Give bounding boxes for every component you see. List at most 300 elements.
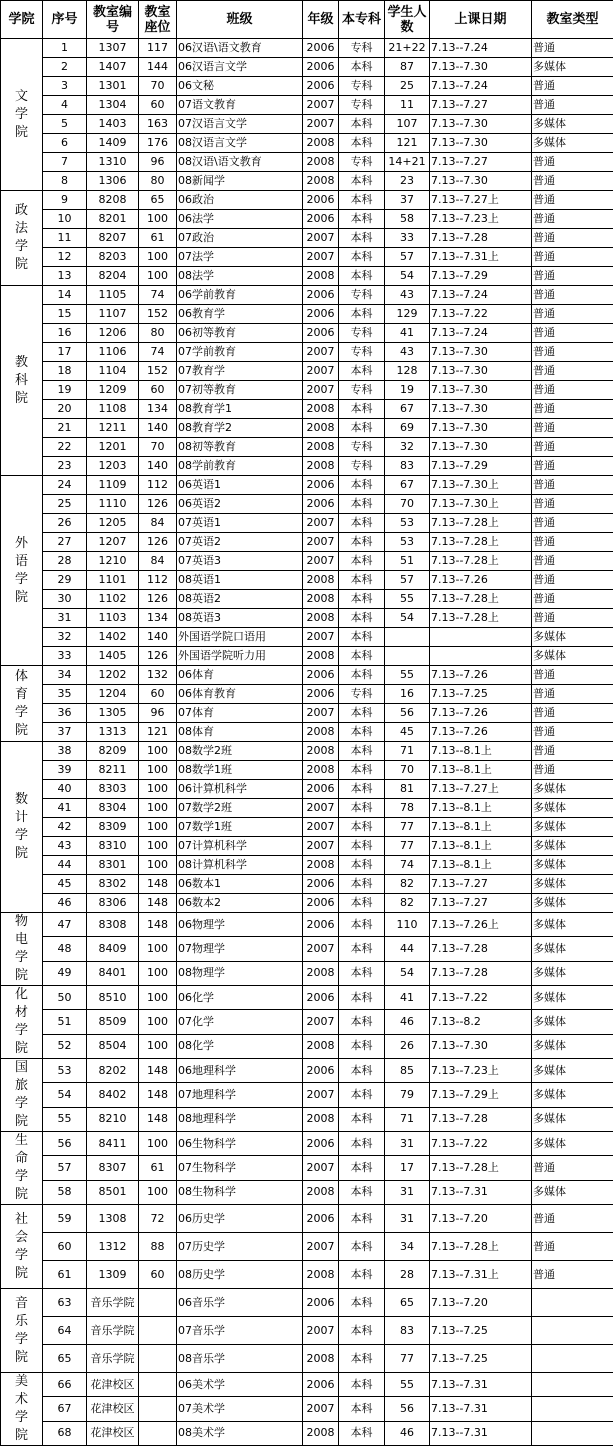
cell-index: 37 bbox=[43, 723, 87, 742]
cell-room-number: 8207 bbox=[87, 229, 139, 248]
cell-room-number: 1105 bbox=[87, 286, 139, 305]
cell-index: 5 bbox=[43, 115, 87, 134]
cell-room-number: 1204 bbox=[87, 685, 139, 704]
cell-room-seats: 65 bbox=[139, 191, 177, 210]
cell-degree: 本科 bbox=[339, 875, 385, 894]
cell-students: 129 bbox=[385, 305, 430, 324]
cell-degree: 本科 bbox=[339, 533, 385, 552]
cell-index: 8 bbox=[43, 172, 87, 191]
cell-class: 08计算机科学 bbox=[177, 856, 303, 875]
cell-grade: 2007 bbox=[303, 818, 339, 837]
cell-degree: 本科 bbox=[339, 1132, 385, 1156]
cell-class: 07政治 bbox=[177, 229, 303, 248]
cell-room-type: 多媒体 bbox=[532, 837, 613, 856]
cell-class: 06历史学 bbox=[177, 1205, 303, 1233]
cell-room-seats: 100 bbox=[139, 961, 177, 985]
cell-grade: 2007 bbox=[303, 1156, 339, 1180]
cell-room-number: 1301 bbox=[87, 77, 139, 96]
cell-grade: 2006 bbox=[303, 191, 339, 210]
cell-grade: 2006 bbox=[303, 875, 339, 894]
cell-grade: 2008 bbox=[303, 742, 339, 761]
college-name: 政法学院 bbox=[15, 202, 29, 274]
cell-dates: 7.13--7.28 bbox=[430, 229, 532, 248]
cell-class: 08数学2班 bbox=[177, 742, 303, 761]
cell-students: 41 bbox=[385, 324, 430, 343]
cell-room-number: 8402 bbox=[87, 1083, 139, 1107]
cell-students: 53 bbox=[385, 533, 430, 552]
cell-room-number: 8310 bbox=[87, 837, 139, 856]
cell-room-seats: 134 bbox=[139, 400, 177, 419]
cell-room-seats: 176 bbox=[139, 134, 177, 153]
table-row bbox=[1, 438, 613, 457]
cell-room-type: 普通 bbox=[532, 685, 613, 704]
cell-class: 07学前教育 bbox=[177, 343, 303, 362]
cell-room-type: 多媒体 bbox=[532, 58, 613, 77]
cell-students: 44 bbox=[385, 937, 430, 961]
cell-room-number: 1308 bbox=[87, 1205, 139, 1233]
cell-class: 08新闻学 bbox=[177, 172, 303, 191]
cell-students: 11 bbox=[385, 96, 430, 115]
cell-students: 31 bbox=[385, 1132, 430, 1156]
cell-room-number: 1109 bbox=[87, 476, 139, 495]
cell-index: 4 bbox=[43, 96, 87, 115]
cell-dates: 7.13--7.28上 bbox=[430, 552, 532, 571]
cell-degree: 本科 bbox=[339, 856, 385, 875]
table-row bbox=[1, 937, 613, 961]
cell-index: 29 bbox=[43, 571, 87, 590]
cell-index: 61 bbox=[43, 1261, 87, 1289]
cell-degree: 本科 bbox=[339, 552, 385, 571]
cell-grade: 2007 bbox=[303, 1010, 339, 1034]
cell-students: 87 bbox=[385, 58, 430, 77]
cell-dates: 7.13--7.27上 bbox=[430, 780, 532, 799]
cell-room-seats: 134 bbox=[139, 609, 177, 628]
cell-degree: 本科 bbox=[339, 1289, 385, 1317]
cell-room-seats bbox=[139, 1421, 177, 1445]
cell-room-type: 普通 bbox=[532, 742, 613, 761]
cell-grade: 2007 bbox=[303, 248, 339, 267]
cell-room-number: 1207 bbox=[87, 533, 139, 552]
cell-room-seats bbox=[139, 1317, 177, 1345]
cell-room-seats: 140 bbox=[139, 628, 177, 647]
cell-degree: 本科 bbox=[339, 837, 385, 856]
cell-room-seats: 148 bbox=[139, 1107, 177, 1131]
cell-room-seats: 126 bbox=[139, 590, 177, 609]
table-row bbox=[1, 875, 613, 894]
cell-room-seats: 84 bbox=[139, 514, 177, 533]
cell-room-type: 普通 bbox=[532, 400, 613, 419]
cell-room-seats: 100 bbox=[139, 761, 177, 780]
cell-class: 08学前教育 bbox=[177, 457, 303, 476]
table-row bbox=[1, 533, 613, 552]
cell-index: 21 bbox=[43, 419, 87, 438]
cell-grade: 2006 bbox=[303, 210, 339, 229]
table-row bbox=[1, 856, 613, 875]
cell-grade: 2006 bbox=[303, 913, 339, 937]
cell-students: 79 bbox=[385, 1083, 430, 1107]
cell-dates: 7.13--7.30 bbox=[430, 400, 532, 419]
table-row bbox=[1, 1261, 613, 1289]
cell-room-seats: 84 bbox=[139, 552, 177, 571]
table-row bbox=[1, 229, 613, 248]
table-row bbox=[1, 1059, 613, 1083]
cell-students: 77 bbox=[385, 837, 430, 856]
cell-class: 08英语1 bbox=[177, 571, 303, 590]
cell-degree: 本科 bbox=[339, 58, 385, 77]
cell-room-number: 1402 bbox=[87, 628, 139, 647]
cell-degree: 本科 bbox=[339, 305, 385, 324]
cell-grade: 2006 bbox=[303, 476, 339, 495]
cell-degree: 本科 bbox=[339, 267, 385, 286]
cell-class: 06数本2 bbox=[177, 894, 303, 913]
cell-degree: 本科 bbox=[339, 1373, 385, 1397]
cell-grade: 2007 bbox=[303, 381, 339, 400]
cell-degree: 本科 bbox=[339, 191, 385, 210]
cell-room-seats: 61 bbox=[139, 229, 177, 248]
table-row bbox=[1, 1010, 613, 1034]
cell-room-type: 普通 bbox=[532, 514, 613, 533]
cell-room-number: 8303 bbox=[87, 780, 139, 799]
cell-degree: 本科 bbox=[339, 894, 385, 913]
cell-students: 55 bbox=[385, 666, 430, 685]
cell-dates: 7.13--7.30 bbox=[430, 115, 532, 134]
cell-students: 54 bbox=[385, 609, 430, 628]
table-row bbox=[1, 305, 613, 324]
cell-room-seats: 100 bbox=[139, 818, 177, 837]
cell-index: 13 bbox=[43, 267, 87, 286]
cell-grade: 2006 bbox=[303, 1205, 339, 1233]
college-name: 文学院 bbox=[15, 88, 29, 142]
cell-dates: 7.13--8.1上 bbox=[430, 799, 532, 818]
cell-index: 64 bbox=[43, 1317, 87, 1345]
cell-room-type: 普通 bbox=[532, 153, 613, 172]
header-room-type: 教室类型 bbox=[532, 1, 613, 39]
cell-room-type: 普通 bbox=[532, 1233, 613, 1261]
cell-dates: 7.13--7.23上 bbox=[430, 210, 532, 229]
cell-grade: 2006 bbox=[303, 286, 339, 305]
cell-class: 06初等教育 bbox=[177, 324, 303, 343]
cell-grade: 2007 bbox=[303, 628, 339, 647]
cell-degree: 本科 bbox=[339, 1233, 385, 1261]
cell-index: 32 bbox=[43, 628, 87, 647]
cell-degree: 本科 bbox=[339, 1156, 385, 1180]
cell-dates: 7.13--7.20 bbox=[430, 1205, 532, 1233]
cell-room-number: 1211 bbox=[87, 419, 139, 438]
cell-room-type: 普通 bbox=[532, 1261, 613, 1289]
cell-class: 06体育教育 bbox=[177, 685, 303, 704]
cell-degree: 本科 bbox=[339, 248, 385, 267]
cell-class: 07美术学 bbox=[177, 1397, 303, 1421]
cell-degree: 本科 bbox=[339, 115, 385, 134]
cell-degree: 本科 bbox=[339, 514, 385, 533]
cell-dates: 7.13--7.26 bbox=[430, 704, 532, 723]
cell-grade: 2008 bbox=[303, 723, 339, 742]
cell-room-seats: 163 bbox=[139, 115, 177, 134]
cell-grade: 2008 bbox=[303, 153, 339, 172]
cell-students: 53 bbox=[385, 514, 430, 533]
cell-index: 48 bbox=[43, 937, 87, 961]
cell-room-number: 1106 bbox=[87, 343, 139, 362]
cell-students: 74 bbox=[385, 856, 430, 875]
table-row bbox=[1, 495, 613, 514]
cell-grade: 2007 bbox=[303, 552, 339, 571]
cell-room-type: 多媒体 bbox=[532, 1132, 613, 1156]
table-row bbox=[1, 913, 613, 937]
cell-students: 16 bbox=[385, 685, 430, 704]
cell-index: 39 bbox=[43, 761, 87, 780]
cell-dates: 7.13--8.1上 bbox=[430, 761, 532, 780]
table-row bbox=[1, 628, 613, 647]
cell-index: 31 bbox=[43, 609, 87, 628]
cell-index: 50 bbox=[43, 986, 87, 1010]
header-room-seats: 教室座位 bbox=[139, 1, 177, 39]
cell-grade: 2007 bbox=[303, 362, 339, 381]
cell-degree: 本科 bbox=[339, 400, 385, 419]
cell-room-number: 8211 bbox=[87, 761, 139, 780]
table-body bbox=[1, 39, 613, 1446]
cell-room-seats: 126 bbox=[139, 495, 177, 514]
college-name: 生命学院 bbox=[15, 1132, 29, 1204]
cell-grade: 2007 bbox=[303, 1397, 339, 1421]
table-row bbox=[1, 324, 613, 343]
cell-degree: 本科 bbox=[339, 362, 385, 381]
cell-dates: 7.13--7.31上 bbox=[430, 248, 532, 267]
college-cell bbox=[1, 1373, 43, 1446]
cell-class: 07教育学 bbox=[177, 362, 303, 381]
table-row bbox=[1, 343, 613, 362]
cell-dates: 7.13--7.27 bbox=[430, 875, 532, 894]
cell-room-type: 多媒体 bbox=[532, 937, 613, 961]
cell-degree: 本科 bbox=[339, 1107, 385, 1131]
cell-students: 83 bbox=[385, 1317, 430, 1345]
college-cell bbox=[1, 986, 43, 1059]
cell-dates: 7.13--7.28上 bbox=[430, 1233, 532, 1261]
cell-room-type: 普通 bbox=[532, 761, 613, 780]
cell-grade: 2008 bbox=[303, 647, 339, 666]
table-row bbox=[1, 172, 613, 191]
cell-degree: 本科 bbox=[339, 1059, 385, 1083]
cell-degree: 本科 bbox=[339, 571, 385, 590]
cell-dates bbox=[430, 628, 532, 647]
cell-degree: 本科 bbox=[339, 704, 385, 723]
cell-degree: 专科 bbox=[339, 685, 385, 704]
cell-index: 7 bbox=[43, 153, 87, 172]
cell-room-seats: 100 bbox=[139, 780, 177, 799]
cell-grade: 2008 bbox=[303, 419, 339, 438]
cell-index: 44 bbox=[43, 856, 87, 875]
cell-grade: 2008 bbox=[303, 134, 339, 153]
cell-index: 17 bbox=[43, 343, 87, 362]
cell-index: 9 bbox=[43, 191, 87, 210]
cell-room-seats: 61 bbox=[139, 1156, 177, 1180]
cell-class: 06学前教育 bbox=[177, 286, 303, 305]
cell-students: 54 bbox=[385, 961, 430, 985]
cell-room-type: 普通 bbox=[532, 39, 613, 58]
cell-room-type: 普通 bbox=[532, 476, 613, 495]
table-row bbox=[1, 1107, 613, 1131]
table-row bbox=[1, 761, 613, 780]
cell-grade: 2006 bbox=[303, 58, 339, 77]
cell-room-seats: 80 bbox=[139, 172, 177, 191]
cell-class: 06英语2 bbox=[177, 495, 303, 514]
cell-dates: 7.13--7.27上 bbox=[430, 191, 532, 210]
table-row bbox=[1, 400, 613, 419]
cell-students: 58 bbox=[385, 210, 430, 229]
cell-class: 06化学 bbox=[177, 986, 303, 1010]
cell-class: 06生物科学 bbox=[177, 1132, 303, 1156]
cell-students: 70 bbox=[385, 495, 430, 514]
cell-room-type: 普通 bbox=[532, 362, 613, 381]
cell-index: 1 bbox=[43, 39, 87, 58]
cell-students: 46 bbox=[385, 1010, 430, 1034]
cell-class: 07数学1班 bbox=[177, 818, 303, 837]
table-row bbox=[1, 1132, 613, 1156]
cell-index: 34 bbox=[43, 666, 87, 685]
cell-room-number: 1108 bbox=[87, 400, 139, 419]
college-cell bbox=[1, 913, 43, 986]
cell-students: 107 bbox=[385, 115, 430, 134]
cell-dates: 7.13--7.24 bbox=[430, 77, 532, 96]
cell-degree: 本科 bbox=[339, 628, 385, 647]
cell-grade: 2008 bbox=[303, 457, 339, 476]
cell-class: 06法学 bbox=[177, 210, 303, 229]
cell-grade: 2008 bbox=[303, 1261, 339, 1289]
cell-dates: 7.13--7.29 bbox=[430, 457, 532, 476]
cell-class: 07地理科学 bbox=[177, 1083, 303, 1107]
cell-room-number: 1306 bbox=[87, 172, 139, 191]
cell-degree: 本科 bbox=[339, 1317, 385, 1345]
college-name: 物电学院 bbox=[15, 913, 29, 985]
cell-students: 55 bbox=[385, 590, 430, 609]
college-cell bbox=[1, 742, 43, 913]
cell-dates: 7.13--7.30 bbox=[430, 172, 532, 191]
cell-room-type bbox=[532, 1373, 613, 1397]
cell-class: 08物理学 bbox=[177, 961, 303, 985]
cell-class: 08汉语言文学 bbox=[177, 134, 303, 153]
cell-room-number: 1209 bbox=[87, 381, 139, 400]
cell-class: 07英语2 bbox=[177, 533, 303, 552]
cell-dates: 7.13--7.28上 bbox=[430, 609, 532, 628]
cell-room-type: 多媒体 bbox=[532, 894, 613, 913]
cell-grade: 2006 bbox=[303, 495, 339, 514]
cell-index: 58 bbox=[43, 1180, 87, 1204]
cell-index: 14 bbox=[43, 286, 87, 305]
cell-degree: 本科 bbox=[339, 172, 385, 191]
cell-room-type: 多媒体 bbox=[532, 1083, 613, 1107]
cell-grade: 2008 bbox=[303, 761, 339, 780]
cell-students: 57 bbox=[385, 248, 430, 267]
table-row bbox=[1, 286, 613, 305]
cell-students: 82 bbox=[385, 894, 430, 913]
cell-grade: 2007 bbox=[303, 704, 339, 723]
header-students: 学生人数 bbox=[385, 1, 430, 39]
cell-room-seats: 152 bbox=[139, 305, 177, 324]
cell-students: 56 bbox=[385, 704, 430, 723]
cell-class: 06教育学 bbox=[177, 305, 303, 324]
cell-class: 08法学 bbox=[177, 267, 303, 286]
cell-grade: 2006 bbox=[303, 1289, 339, 1317]
cell-room-type: 普通 bbox=[532, 267, 613, 286]
cell-students: 25 bbox=[385, 77, 430, 96]
cell-degree: 专科 bbox=[339, 343, 385, 362]
cell-grade: 2006 bbox=[303, 1132, 339, 1156]
cell-room-number: 1104 bbox=[87, 362, 139, 381]
cell-room-number: 1405 bbox=[87, 647, 139, 666]
cell-dates: 7.13--7.27 bbox=[430, 153, 532, 172]
cell-class: 06政治 bbox=[177, 191, 303, 210]
cell-students: 33 bbox=[385, 229, 430, 248]
cell-room-number: 1202 bbox=[87, 666, 139, 685]
cell-degree: 专科 bbox=[339, 286, 385, 305]
cell-index: 54 bbox=[43, 1083, 87, 1107]
cell-room-seats: 60 bbox=[139, 685, 177, 704]
cell-room-seats: 148 bbox=[139, 913, 177, 937]
cell-room-type bbox=[532, 1289, 613, 1317]
cell-degree: 专科 bbox=[339, 77, 385, 96]
table-row bbox=[1, 381, 613, 400]
table-row bbox=[1, 799, 613, 818]
cell-index: 18 bbox=[43, 362, 87, 381]
table-row bbox=[1, 1421, 613, 1445]
cell-students bbox=[385, 647, 430, 666]
cell-dates: 7.13--7.22 bbox=[430, 305, 532, 324]
cell-degree: 本科 bbox=[339, 590, 385, 609]
cell-students: 31 bbox=[385, 1205, 430, 1233]
cell-degree: 本科 bbox=[339, 937, 385, 961]
table-row bbox=[1, 780, 613, 799]
cell-room-number: 8209 bbox=[87, 742, 139, 761]
cell-index: 57 bbox=[43, 1156, 87, 1180]
cell-room-number: 8411 bbox=[87, 1132, 139, 1156]
cell-class: 08初等教育 bbox=[177, 438, 303, 457]
college-cell bbox=[1, 476, 43, 666]
table-row bbox=[1, 961, 613, 985]
cell-grade: 2007 bbox=[303, 229, 339, 248]
cell-room-type bbox=[532, 1317, 613, 1345]
cell-students: 77 bbox=[385, 1345, 430, 1373]
cell-grade: 2007 bbox=[303, 1083, 339, 1107]
cell-room-number: 花津校区 bbox=[87, 1397, 139, 1421]
cell-room-seats: 148 bbox=[139, 1059, 177, 1083]
cell-room-type: 普通 bbox=[532, 666, 613, 685]
cell-grade: 2007 bbox=[303, 343, 339, 362]
cell-room-type: 普通 bbox=[532, 495, 613, 514]
cell-students: 46 bbox=[385, 1421, 430, 1445]
cell-room-number: 8208 bbox=[87, 191, 139, 210]
cell-class: 07英语3 bbox=[177, 552, 303, 571]
cell-room-seats: 132 bbox=[139, 666, 177, 685]
cell-class: 外国语学院听力用 bbox=[177, 647, 303, 666]
cell-index: 28 bbox=[43, 552, 87, 571]
cell-degree: 本科 bbox=[339, 1421, 385, 1445]
cell-grade: 2006 bbox=[303, 894, 339, 913]
cell-class: 06汉语\语文教育 bbox=[177, 39, 303, 58]
cell-room-type: 多媒体 bbox=[532, 875, 613, 894]
cell-room-number: 1205 bbox=[87, 514, 139, 533]
table-row bbox=[1, 1317, 613, 1345]
cell-students: 71 bbox=[385, 1107, 430, 1131]
cell-room-number: 1201 bbox=[87, 438, 139, 457]
college-cell bbox=[1, 1132, 43, 1205]
cell-room-type: 普通 bbox=[532, 1156, 613, 1180]
cell-students: 28 bbox=[385, 1261, 430, 1289]
cell-degree: 本科 bbox=[339, 1083, 385, 1107]
cell-grade: 2007 bbox=[303, 514, 339, 533]
cell-grade: 2007 bbox=[303, 837, 339, 856]
cell-dates: 7.13--7.30 bbox=[430, 1034, 532, 1058]
table-row bbox=[1, 1233, 613, 1261]
table-row bbox=[1, 419, 613, 438]
